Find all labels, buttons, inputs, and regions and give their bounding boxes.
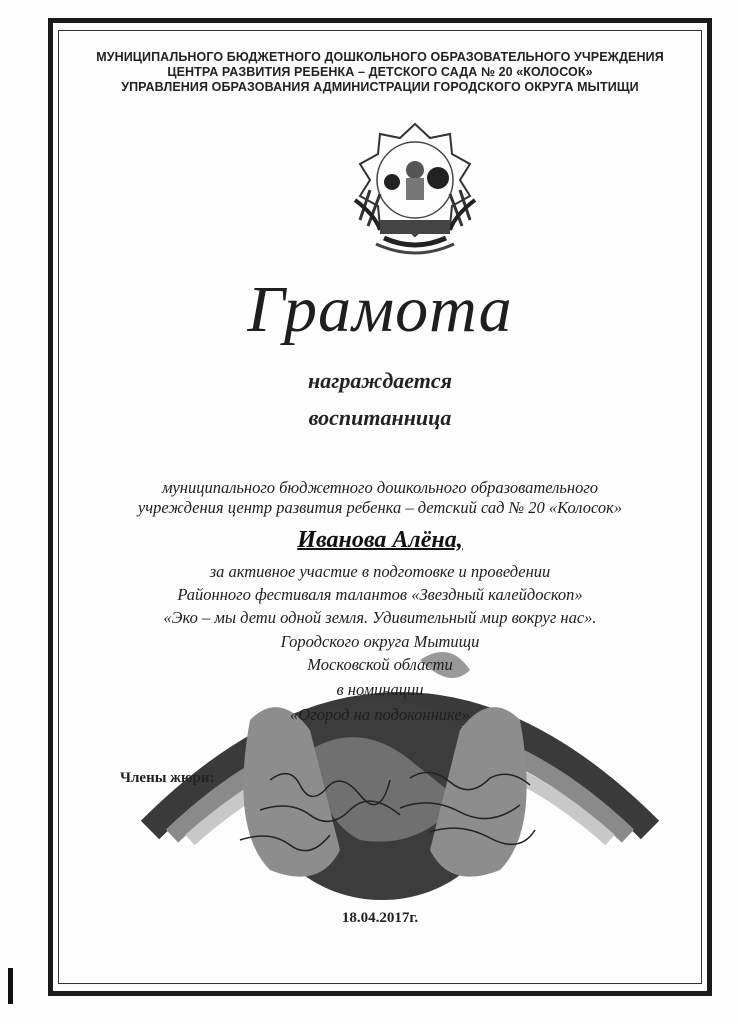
recipient-name: [60, 527, 700, 554]
issuer-line-1: МУНИЦИПАЛЬНОГО БЮДЖЕТНОГО ДОШКОЛЬНОГО ОБРАЗОВАТЕЛЬНОГО УЧРЕЖДЕНИЯ: [96, 50, 664, 64]
issuer-line-2: ЦЕНТРА РАЗВИТИЯ РЕБЕНКА – ДЕТСКОГО САДА № 20 «КОЛОСОК»: [167, 65, 593, 79]
reason-line-2: Районного фестиваля талантов «Звездный калейдоскоп»: [177, 585, 583, 604]
issue-date: 18.04.2017г.: [341, 910, 419, 926]
institution-line-1: муниципального бюджетного дошкольного образовательного: [161, 478, 599, 497]
certificate-title: Грамота: [247, 273, 513, 346]
awarded-text: награждается: [308, 368, 452, 393]
institution-line-2: учреждения центр развития ребенка – детский сад № 20 «Колосок»: [137, 498, 623, 517]
reason-line-1: за активное участие в подготовке и проведении: [209, 562, 551, 581]
jury-label: Члены жюри:: [120, 770, 215, 786]
scan-edge-mark: [8, 968, 13, 1004]
reason-line-6: в номинации: [336, 680, 424, 699]
issuer-header: [60, 50, 700, 95]
kindergarten-emblem-icon: [340, 120, 490, 260]
recipient-name-text: Иванова Алёна,: [297, 527, 463, 553]
nomination-text: «Огород на подоконнике»: [290, 705, 470, 724]
issuer-line-3: УПРАВЛЕНИЯ ОБРАЗОВАНИЯ АДМИНИСТРАЦИИ ГОРОДСКОГО ОКРУГА МЫТИЩИ: [121, 80, 639, 94]
recipient-role: воспитанница: [308, 405, 452, 430]
reason-line-4: Городского округа Мытищи: [280, 632, 480, 651]
reason-line-3: «Эко – мы дети одной земля. Удивительный мир вокруг нас».: [163, 608, 597, 627]
jury-signatures: [230, 760, 550, 860]
reason-line-5: Московской области: [307, 655, 453, 674]
